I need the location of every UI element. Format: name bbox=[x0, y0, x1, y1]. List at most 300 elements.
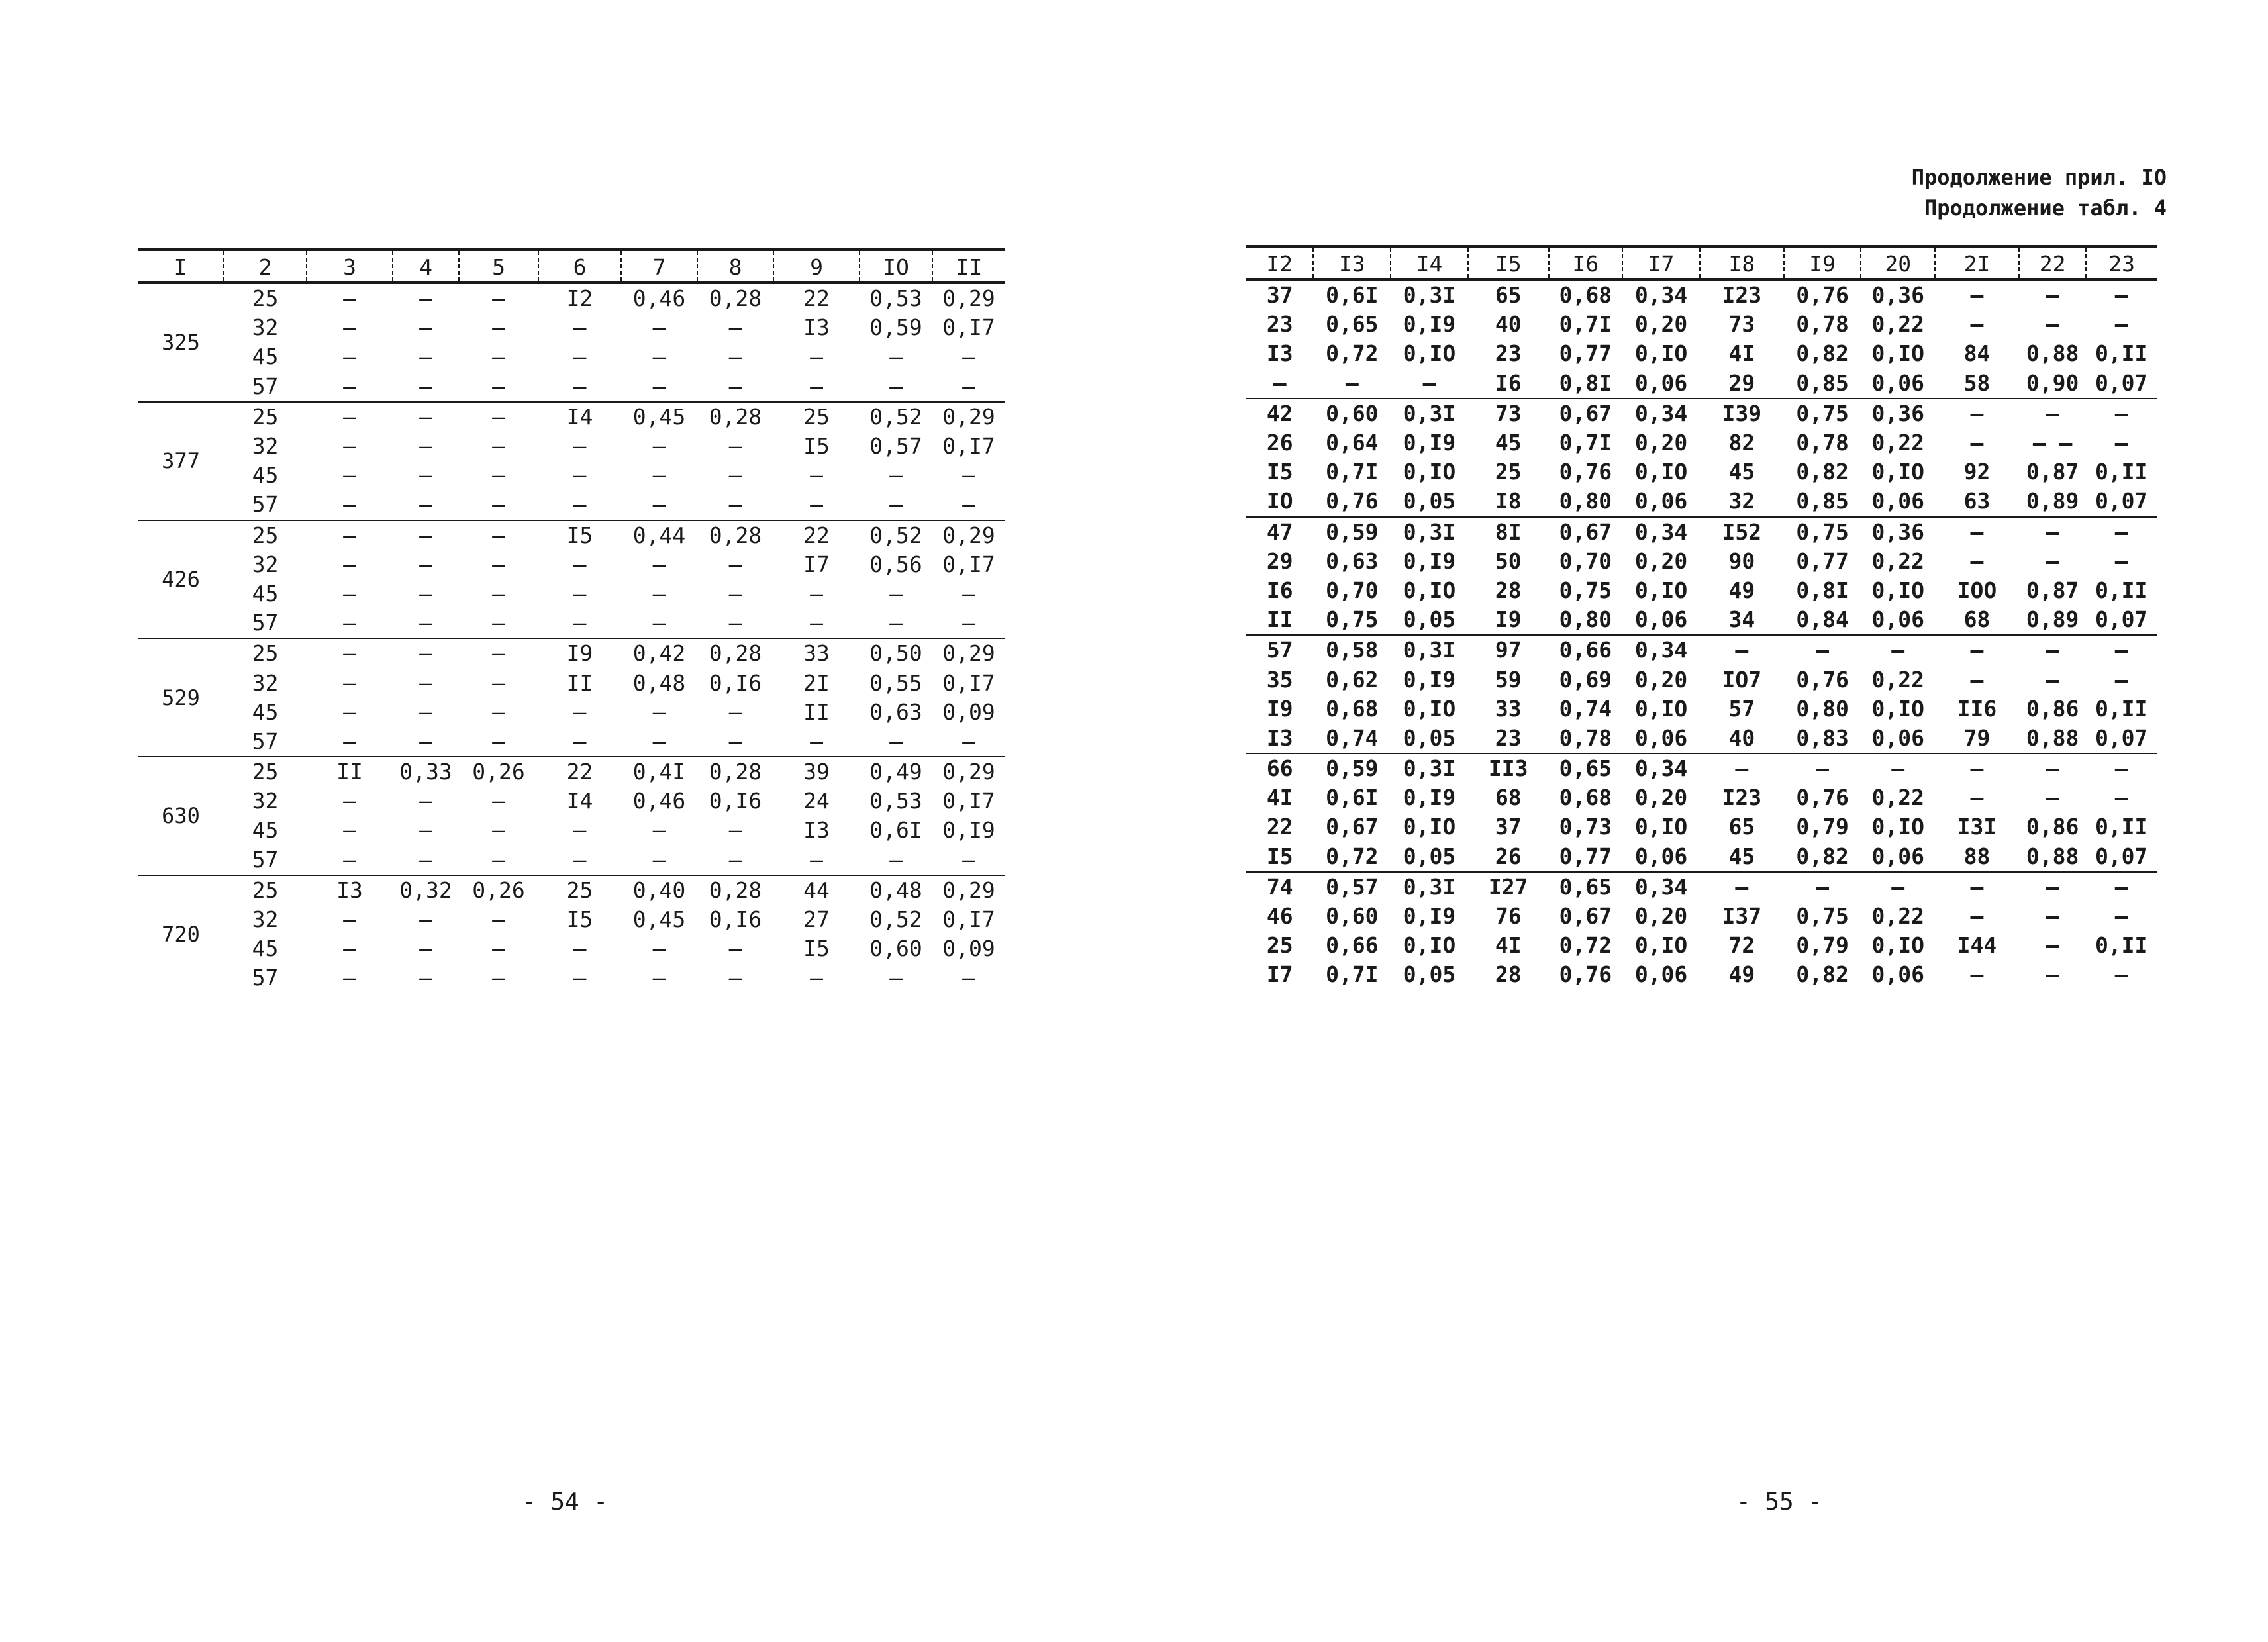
table-cell: – bbox=[728, 373, 742, 399]
table-cell: – bbox=[343, 846, 356, 873]
table-cell: 0,85 bbox=[1796, 369, 1849, 396]
table-cell: 0,65 bbox=[1326, 311, 1379, 338]
table-cell: 0,06 bbox=[1871, 488, 1924, 514]
table-row bbox=[1246, 960, 2157, 989]
table-cell: 0,07 bbox=[2095, 606, 2148, 633]
table-cell: 0,I6 bbox=[709, 906, 762, 933]
table-cell: – bbox=[652, 728, 666, 754]
table-cell: – bbox=[2114, 430, 2128, 456]
table-cell: – bbox=[419, 699, 432, 725]
table-cell: 28 bbox=[1495, 961, 1522, 988]
table-cell: 28 bbox=[1495, 577, 1522, 603]
table-cell: 84 bbox=[1963, 340, 1991, 367]
table-cell: – bbox=[2114, 282, 2128, 309]
table-cell: 0,75 bbox=[1559, 577, 1612, 603]
table-cell: – bbox=[652, 373, 666, 399]
table-cell: 0,40 bbox=[621, 875, 697, 905]
table-cell: – bbox=[962, 491, 975, 518]
table-cell: 0,55 bbox=[869, 669, 922, 696]
table-cell: – bbox=[652, 462, 666, 489]
table-cell: 4I bbox=[1266, 785, 1293, 811]
table-row bbox=[1246, 665, 2157, 694]
table-cell: I9 bbox=[538, 638, 621, 668]
table-cell: I3I bbox=[1957, 814, 1997, 840]
table-cell: – bbox=[728, 491, 742, 518]
table-row bbox=[1246, 695, 2157, 724]
table-cell: 0,46 bbox=[632, 788, 686, 814]
table-cell: – bbox=[652, 936, 666, 962]
table-cell: 0,33 bbox=[393, 757, 459, 787]
table-cell: 42 bbox=[1246, 399, 1313, 428]
table-cell: 0,II bbox=[2095, 814, 2148, 840]
table-cell: I7 bbox=[803, 551, 830, 577]
table-cell: 79 bbox=[1963, 724, 1991, 751]
table-cell: – bbox=[307, 638, 393, 668]
table-cell: – bbox=[2114, 548, 2128, 574]
table-cell: 22 bbox=[803, 285, 830, 312]
table-cell: 0,I9 bbox=[1403, 785, 1456, 811]
table-cell: 0,7I bbox=[1326, 961, 1379, 988]
pipe-size-cell: 720 bbox=[138, 875, 224, 993]
table-cell: – bbox=[728, 965, 742, 991]
table-cell: – bbox=[1970, 666, 1984, 693]
table-row bbox=[138, 342, 1005, 371]
table-cell: 25 bbox=[224, 875, 307, 905]
table-cell: 0,68 bbox=[1559, 785, 1612, 811]
table-cell: II6 bbox=[1957, 695, 1997, 722]
table-cell: – bbox=[393, 520, 459, 550]
table-cell: – bbox=[889, 846, 903, 873]
table-cell: – bbox=[419, 936, 432, 962]
table-cell: 0,22 bbox=[1871, 430, 1924, 456]
table-cell: 24 bbox=[803, 788, 830, 814]
table-cell: – bbox=[573, 936, 587, 962]
table-cell: 0,78 bbox=[1796, 311, 1849, 338]
table-cell: – bbox=[1970, 785, 1984, 811]
table-cell: – bbox=[889, 344, 903, 370]
table-row bbox=[138, 875, 1005, 905]
table-cell: 0,85 bbox=[1796, 488, 1849, 514]
table-cell: 4I bbox=[1728, 340, 1755, 367]
continuation-table: Продолжение табл. 4 bbox=[1924, 195, 2167, 220]
table-row bbox=[1246, 753, 2157, 783]
table-cell: 0,3I bbox=[1403, 282, 1456, 309]
table-cell: 0,20 bbox=[1634, 548, 1688, 574]
table-cell: 0,29 bbox=[932, 402, 1005, 432]
table-row bbox=[138, 816, 1005, 845]
table-cell: 45 bbox=[1728, 843, 1755, 869]
table-cell: 0,29 bbox=[932, 757, 1005, 787]
table-cell: – – bbox=[2032, 430, 2073, 456]
column-header: 20 bbox=[1861, 246, 1935, 279]
table-cell: 0,II bbox=[2095, 932, 2148, 959]
table-cell: – bbox=[1970, 548, 1984, 574]
table-cell: 0,06 bbox=[1871, 606, 1924, 633]
table-cell: 0,06 bbox=[1871, 369, 1924, 396]
table-cell: 0,IO bbox=[1634, 577, 1688, 603]
table-cell: – bbox=[492, 965, 505, 991]
table-cell: 0,34 bbox=[1622, 635, 1700, 665]
table-cell: 0,IO bbox=[1871, 932, 1924, 959]
table-cell: 0,II bbox=[2095, 695, 2148, 722]
column-header: I bbox=[138, 250, 224, 283]
table-cell: 68 bbox=[1495, 785, 1522, 811]
table-cell: 0,34 bbox=[1622, 399, 1700, 428]
table-cell: – bbox=[492, 373, 505, 399]
table-cell: – bbox=[1861, 872, 1935, 902]
table-cell: 0,58 bbox=[1313, 635, 1391, 665]
table-cell: – bbox=[728, 433, 742, 459]
table-cell: 0,74 bbox=[1326, 724, 1379, 751]
table-cell: – bbox=[810, 846, 823, 873]
table-cell: 0,79 bbox=[1796, 814, 1849, 840]
table-cell: 0,44 bbox=[621, 520, 697, 550]
table-cell: 0,82 bbox=[1796, 459, 1849, 485]
table-row bbox=[1246, 547, 2157, 576]
table-cell: 0,I9 bbox=[1403, 666, 1456, 693]
table-cell: 0,7I bbox=[1559, 311, 1612, 338]
table-cell: – bbox=[492, 728, 505, 754]
table-cell: 0,67 bbox=[1549, 399, 1623, 428]
table-cell: 0,66 bbox=[1549, 635, 1623, 665]
table-cell: 0,06 bbox=[1871, 961, 1924, 988]
table-cell: 0,80 bbox=[1559, 606, 1612, 633]
table-cell: 49 bbox=[1728, 961, 1755, 988]
table-right-header-row bbox=[1246, 246, 2157, 279]
table-cell: 0,80 bbox=[1559, 488, 1612, 514]
table-row bbox=[138, 550, 1005, 579]
table-cell: 0,IO bbox=[1634, 340, 1688, 367]
table-cell: – bbox=[573, 610, 587, 636]
table-cell: – bbox=[343, 580, 356, 606]
table-cell: – bbox=[492, 846, 505, 873]
table-cell: 0,72 bbox=[1326, 843, 1379, 869]
table-cell: – bbox=[652, 551, 666, 577]
table-cell: 0,67 bbox=[1549, 517, 1623, 547]
table-cell: – bbox=[2046, 961, 2059, 988]
table-cell: – bbox=[459, 638, 538, 668]
table-cell: 22 bbox=[538, 757, 621, 787]
table-cell: – bbox=[419, 846, 432, 873]
table-cell: 63 bbox=[1963, 488, 1991, 514]
table-cell: 0,20 bbox=[1634, 785, 1688, 811]
table-row bbox=[138, 372, 1005, 402]
table-cell: – bbox=[419, 580, 432, 606]
table-cell: 0,63 bbox=[869, 699, 922, 725]
table-row bbox=[138, 313, 1005, 342]
table-cell: 0,45 bbox=[632, 906, 686, 933]
table-row bbox=[1246, 428, 2157, 458]
table-cell: – bbox=[492, 551, 505, 577]
table-cell: – bbox=[419, 669, 432, 696]
table-cell: – bbox=[728, 462, 742, 489]
table-cell: – bbox=[419, 788, 432, 814]
table-cell: 0,I9 bbox=[1403, 903, 1456, 930]
table-cell: – bbox=[728, 699, 742, 725]
table-cell: 0,IO bbox=[1634, 695, 1688, 722]
table-cell: – bbox=[419, 551, 432, 577]
table-cell: 0,II bbox=[2095, 459, 2148, 485]
table-cell: 0,05 bbox=[1403, 961, 1456, 988]
table-cell: 0,3I bbox=[1391, 872, 1468, 902]
table-cell: – bbox=[393, 402, 459, 432]
table-cell: – bbox=[343, 610, 356, 636]
table-cell: – bbox=[962, 373, 975, 399]
table-cell: – bbox=[652, 314, 666, 341]
table-cell: – bbox=[728, 580, 742, 606]
pipe-size-cell: 630 bbox=[138, 757, 224, 875]
table-cell: – bbox=[573, 728, 587, 754]
table-cell: 34 bbox=[1728, 606, 1755, 633]
table-cell: 0,34 bbox=[1622, 872, 1700, 902]
table-cell: 25 bbox=[224, 402, 307, 432]
table-cell: – bbox=[2046, 932, 2059, 959]
table-cell: 68 bbox=[1963, 606, 1991, 633]
table-cell: 0,73 bbox=[1559, 814, 1612, 840]
table-cell: 0,06 bbox=[1871, 843, 1924, 869]
table-cell: 26 bbox=[1266, 430, 1293, 456]
table-cell: – bbox=[728, 610, 742, 636]
table-cell: 50 bbox=[1495, 548, 1522, 574]
table-cell: 33 bbox=[1495, 695, 1522, 722]
table-cell: 0,75 bbox=[1784, 399, 1861, 428]
table-cell: – bbox=[1700, 635, 1784, 665]
table-cell: 0,75 bbox=[1326, 606, 1379, 633]
table-left-body bbox=[138, 283, 1005, 993]
table-cell: – bbox=[2086, 517, 2157, 547]
table-cell: 0,77 bbox=[1559, 843, 1612, 869]
table-cell: 0,57 bbox=[1313, 872, 1391, 902]
table-cell: – bbox=[573, 373, 587, 399]
table-cell: – bbox=[1700, 872, 1784, 902]
table-cell: – bbox=[2046, 666, 2059, 693]
table-row bbox=[138, 905, 1005, 934]
table-cell: – bbox=[652, 846, 666, 873]
table-cell: 66 bbox=[1246, 753, 1313, 783]
table-cell: 0,82 bbox=[1796, 843, 1849, 869]
table-cell: – bbox=[1784, 635, 1861, 665]
table-cell: – bbox=[459, 520, 538, 550]
table-cell: 0,80 bbox=[1796, 695, 1849, 722]
table-cell: I3 bbox=[803, 817, 830, 844]
table-cell: 0,28 bbox=[697, 638, 773, 668]
continuation-note bbox=[1902, 162, 2167, 223]
table-cell: 22 bbox=[1266, 814, 1293, 840]
table-cell: – bbox=[889, 965, 903, 991]
table-cell: 0,7I bbox=[1326, 459, 1379, 485]
table-cell: – bbox=[1861, 753, 1935, 783]
column-header: IO bbox=[860, 250, 932, 283]
table-cell: – bbox=[2086, 872, 2157, 902]
column-header: I3 bbox=[1313, 246, 1391, 279]
column-header: I6 bbox=[1549, 246, 1623, 279]
table-cell: I3 bbox=[307, 875, 393, 905]
table-cell: – bbox=[810, 373, 823, 399]
table-cell: 44 bbox=[773, 875, 860, 905]
table-cell: 0,75 bbox=[1796, 903, 1849, 930]
table-cell: 45 bbox=[1495, 430, 1522, 456]
table-cell: 0,79 bbox=[1796, 932, 1849, 959]
table-cell: – bbox=[343, 551, 356, 577]
table-cell: 0,36 bbox=[1861, 517, 1935, 547]
table-cell: – bbox=[2114, 666, 2128, 693]
table-cell: 0,I7 bbox=[942, 314, 995, 341]
table-cell: 0,36 bbox=[1871, 282, 1924, 309]
table-cell: 0,22 bbox=[1871, 785, 1924, 811]
table-cell: – bbox=[2046, 785, 2059, 811]
table-cell: I23 bbox=[1722, 282, 1762, 309]
table-cell: – bbox=[2019, 635, 2086, 665]
table-cell: 92 bbox=[1963, 459, 1991, 485]
table-cell: – bbox=[652, 344, 666, 370]
table-cell: 0,89 bbox=[2026, 606, 2079, 633]
table-cell: – bbox=[343, 906, 356, 933]
table-cell: – bbox=[2086, 753, 2157, 783]
table-cell: – bbox=[2019, 872, 2086, 902]
table-cell: – bbox=[728, 344, 742, 370]
table-cell: 40 bbox=[1728, 724, 1755, 751]
table-cell: I9 bbox=[1266, 695, 1293, 722]
table-row bbox=[138, 402, 1005, 432]
table-cell: – bbox=[2019, 753, 2086, 783]
table-cell: – bbox=[1422, 369, 1436, 396]
table-cell: 0,88 bbox=[2026, 340, 2079, 367]
table-cell: 57 bbox=[252, 728, 279, 754]
table-cell: – bbox=[2046, 548, 2059, 574]
table-cell: – bbox=[492, 462, 505, 489]
table-cell: – bbox=[343, 285, 356, 312]
table-cell: 0,82 bbox=[1796, 340, 1849, 367]
table-cell: 0,06 bbox=[1634, 843, 1688, 869]
table-cell: 0,36 bbox=[1861, 399, 1935, 428]
table-cell: 23 bbox=[1266, 311, 1293, 338]
table-cell: – bbox=[573, 699, 587, 725]
table-row bbox=[138, 963, 1005, 992]
table-cell: – bbox=[573, 433, 587, 459]
table-cell: 0,6I bbox=[1326, 282, 1379, 309]
table-cell: – bbox=[962, 965, 975, 991]
table-cell: – bbox=[728, 817, 742, 844]
table-cell: 29 bbox=[1266, 548, 1293, 574]
table-cell: 47 bbox=[1246, 517, 1313, 547]
column-header: 2I bbox=[1935, 246, 2019, 279]
table-cell: – bbox=[2046, 311, 2059, 338]
table-cell: 26 bbox=[1495, 843, 1522, 869]
table-cell: – bbox=[1935, 399, 2019, 428]
table-row bbox=[138, 432, 1005, 461]
table-cell: 0,57 bbox=[869, 433, 922, 459]
table-cell: 39 bbox=[773, 757, 860, 787]
table-cell: 25 bbox=[224, 520, 307, 550]
table-cell: – bbox=[728, 728, 742, 754]
table-cell: I7 bbox=[1266, 961, 1293, 988]
table-cell: I5 bbox=[1266, 843, 1293, 869]
table-cell: 25 bbox=[252, 285, 279, 312]
table-cell: 0,06 bbox=[1634, 724, 1688, 751]
table-row bbox=[138, 727, 1005, 757]
table-row bbox=[1246, 339, 2157, 368]
table-cell: 0,28 bbox=[697, 520, 773, 550]
table-cell: 0,8I bbox=[1559, 369, 1612, 396]
table-cell: 0,8I bbox=[1796, 577, 1849, 603]
table-cell: 73 bbox=[1468, 399, 1549, 428]
table-cell: 0,IO bbox=[1871, 814, 1924, 840]
table-cell: 45 bbox=[252, 817, 279, 844]
table-cell: – bbox=[307, 520, 393, 550]
table-cell: 0,07 bbox=[2095, 488, 2148, 514]
table-cell: 0,22 bbox=[1871, 548, 1924, 574]
table-cell: 0,I9 bbox=[942, 817, 995, 844]
table-cell: 0,4I bbox=[621, 757, 697, 787]
table-cell: 29 bbox=[1728, 369, 1755, 396]
table-cell: I39 bbox=[1700, 399, 1784, 428]
table-cell: 0,3I bbox=[1391, 635, 1468, 665]
table-cell: 0,06 bbox=[1634, 606, 1688, 633]
table-cell: 57 bbox=[252, 373, 279, 399]
table-cell: – bbox=[343, 669, 356, 696]
table-cell: 0,86 bbox=[2026, 814, 2079, 840]
table-cell: 0,77 bbox=[1796, 548, 1849, 574]
table-cell: 0,I7 bbox=[942, 906, 995, 933]
table-cell: 45 bbox=[252, 344, 279, 370]
table-cell: 45 bbox=[252, 936, 279, 962]
table-cell: 0,67 bbox=[1559, 903, 1612, 930]
table-cell: 0,20 bbox=[1634, 666, 1688, 693]
table-cell: I2 bbox=[566, 285, 593, 312]
table-cell: – bbox=[652, 699, 666, 725]
pipe-size-cell: 529 bbox=[138, 638, 224, 757]
table-cell: – bbox=[492, 580, 505, 606]
table-cell: I5 bbox=[803, 433, 830, 459]
table-cell: 0,3I bbox=[1391, 753, 1468, 783]
table-cell: – bbox=[962, 580, 975, 606]
table-cell: 90 bbox=[1728, 548, 1755, 574]
column-header: 23 bbox=[2086, 246, 2157, 279]
table-cell: 59 bbox=[1495, 666, 1522, 693]
table-cell: – bbox=[810, 462, 823, 489]
table-cell: – bbox=[2114, 785, 2128, 811]
table-cell: 0,59 bbox=[1313, 753, 1391, 783]
table-cell: 0,20 bbox=[1634, 430, 1688, 456]
table-cell: 0,60 bbox=[1313, 399, 1391, 428]
table-cell: 0,06 bbox=[1634, 488, 1688, 514]
table-cell: 37 bbox=[1495, 814, 1522, 840]
table-cell: 88 bbox=[1963, 843, 1991, 869]
table-cell: – bbox=[492, 433, 505, 459]
table-cell: 0,48 bbox=[860, 875, 932, 905]
table-cell: – bbox=[492, 817, 505, 844]
column-header: II bbox=[932, 250, 1005, 283]
table-cell: 0,3I bbox=[1391, 517, 1468, 547]
table-cell: 0,IO bbox=[1634, 459, 1688, 485]
table-cell: 4I bbox=[1495, 932, 1522, 959]
table-cell: – bbox=[652, 580, 666, 606]
table-cell: 0,62 bbox=[1326, 666, 1379, 693]
table-cell: 0,87 bbox=[2026, 459, 2079, 485]
table-cell: 0,69 bbox=[1559, 666, 1612, 693]
table-cell: 0,59 bbox=[869, 314, 922, 341]
table-cell: 0,28 bbox=[697, 402, 773, 432]
table-cell: II bbox=[307, 757, 393, 787]
table-cell: 0,II bbox=[2095, 577, 2148, 603]
table-row bbox=[1246, 902, 2157, 931]
table-row bbox=[1246, 842, 2157, 872]
table-cell: 0,22 bbox=[1871, 903, 1924, 930]
table-cell: – bbox=[573, 551, 587, 577]
table-cell: 0,I7 bbox=[942, 433, 995, 459]
table-cell: – bbox=[728, 846, 742, 873]
table-right-body bbox=[1246, 279, 2157, 990]
